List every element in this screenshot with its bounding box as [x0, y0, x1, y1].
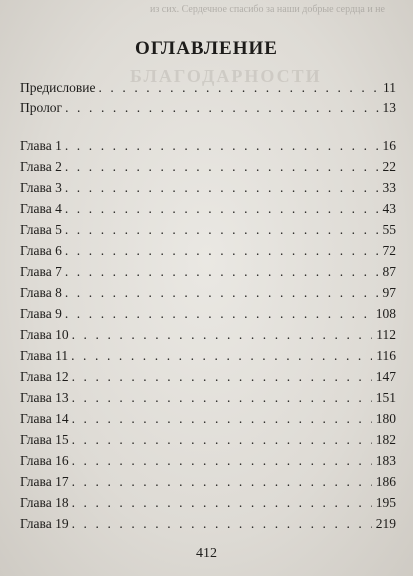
dot-leader	[65, 304, 372, 324]
toc-entry-chapter-12[interactable]	[20, 367, 396, 387]
toc-entry-chapter-17[interactable]	[20, 472, 396, 492]
dot-leader	[65, 262, 379, 282]
toc-entry-label: Предисловие	[20, 80, 96, 95]
toc-entry-label: Глава 8	[20, 285, 62, 300]
toc-entry-chapter-3[interactable]	[20, 178, 396, 198]
toc-entry-chapter-16[interactable]	[20, 451, 396, 471]
toc-entry-prologue[interactable]	[20, 98, 396, 118]
toc-entry-label: Глава 13	[20, 390, 69, 405]
toc-entry-label: Глава 18	[20, 495, 69, 510]
toc-entry-page: 183	[375, 453, 396, 468]
toc-entry-chapter-2[interactable]	[20, 157, 396, 177]
bleed-through-text: из сих. Сердечное спасибо за наши добрые сердца и не	[150, 4, 385, 15]
toc-entry-label: Пролог	[20, 100, 63, 115]
dot-leader	[65, 157, 379, 177]
toc-entry-label: Глава 11	[20, 348, 69, 363]
dot-leader	[72, 514, 372, 534]
toc-entry-chapter-19[interactable]	[20, 514, 396, 534]
dot-leader	[71, 346, 372, 366]
toc-entry-page: 11	[383, 80, 396, 95]
dot-leader	[65, 178, 379, 198]
toc-entry-page: 151	[375, 390, 396, 405]
toc-entry-page: 55	[382, 222, 396, 237]
toc-entry-label: Глава 16	[20, 453, 69, 468]
toc-entry-page: 180	[375, 411, 396, 426]
toc-entry-label: Глава 7	[20, 264, 62, 279]
dot-leader	[72, 325, 373, 345]
dot-leader	[72, 388, 372, 408]
toc-entry-preface[interactable]	[20, 78, 396, 98]
toc-entry-label: Глава 12	[20, 369, 69, 384]
toc-entry-label: Глава 10	[20, 327, 69, 342]
toc-entry-page: 219	[375, 516, 396, 531]
toc-entry-chapter-9[interactable]	[20, 304, 396, 324]
bleed-through-heading: БЛАГОДАРНОСТИ	[130, 66, 322, 86]
toc-entry-label: Глава 19	[20, 516, 69, 531]
toc-entry-page: 16	[382, 138, 396, 153]
dot-leader	[72, 367, 372, 387]
toc-entry-page: 116	[376, 348, 396, 363]
dot-leader	[65, 98, 378, 118]
toc-entry-chapter-13[interactable]	[20, 388, 396, 408]
page-number: 412	[196, 546, 217, 561]
toc-entry-page: 186	[375, 474, 396, 489]
toc-entry-chapter-1[interactable]	[20, 136, 396, 156]
dot-leader	[72, 451, 372, 471]
toc-entry-label: Глава 1	[20, 138, 62, 153]
toc-entry-label: Глава 17	[20, 474, 69, 489]
toc-entry-page: 43	[382, 201, 396, 216]
dot-leader	[72, 493, 372, 513]
toc-entry-page: 22	[382, 159, 396, 174]
dot-leader	[65, 199, 379, 219]
page-title: ОГЛАВЛЕНИЕ	[135, 38, 278, 59]
toc-entry-page: 112	[376, 327, 396, 342]
toc-entry-chapter-18[interactable]	[20, 493, 396, 513]
toc-entry-label: Глава 3	[20, 180, 62, 195]
toc-entry-page: 33	[382, 180, 396, 195]
toc-entry-page: 87	[382, 264, 396, 279]
toc-entry-label: Глава 2	[20, 159, 62, 174]
toc-entry-label: Глава 6	[20, 243, 62, 258]
toc-entry-chapter-4[interactable]	[20, 199, 396, 219]
toc-entry-page: 13	[382, 100, 396, 115]
toc-entry-chapter-7[interactable]	[20, 262, 396, 282]
dot-leader	[65, 241, 379, 261]
toc-entry-chapter-8[interactable]	[20, 283, 396, 303]
dot-leader	[65, 136, 379, 156]
toc-entry-label: Глава 9	[20, 306, 62, 321]
toc-entry-chapter-6[interactable]	[20, 241, 396, 261]
dot-leader	[72, 409, 372, 429]
toc-entry-chapter-5[interactable]	[20, 220, 396, 240]
toc-entry-page: 108	[375, 306, 396, 321]
toc-entry-label: Глава 4	[20, 201, 62, 216]
toc-entry-chapter-11[interactable]	[20, 346, 396, 366]
toc-entry-label: Глава 15	[20, 432, 69, 447]
toc-entry-page: 195	[375, 495, 396, 510]
toc-entry-chapter-14[interactable]	[20, 409, 396, 429]
toc-entry-label: Глава 5	[20, 222, 62, 237]
dot-leader	[72, 430, 372, 450]
toc-entry-page: 97	[382, 285, 396, 300]
toc-entry-chapter-10[interactable]	[20, 325, 396, 345]
toc-entry-chapter-15[interactable]	[20, 430, 396, 450]
dot-leader	[72, 472, 372, 492]
dot-leader	[65, 220, 379, 240]
toc-entry-page: 147	[375, 369, 396, 384]
toc-entry-label: Глава 14	[20, 411, 69, 426]
toc-entry-page: 72	[382, 243, 396, 258]
dot-leader	[65, 283, 379, 303]
toc-entry-page: 182	[375, 432, 396, 447]
dot-leader	[98, 78, 379, 98]
